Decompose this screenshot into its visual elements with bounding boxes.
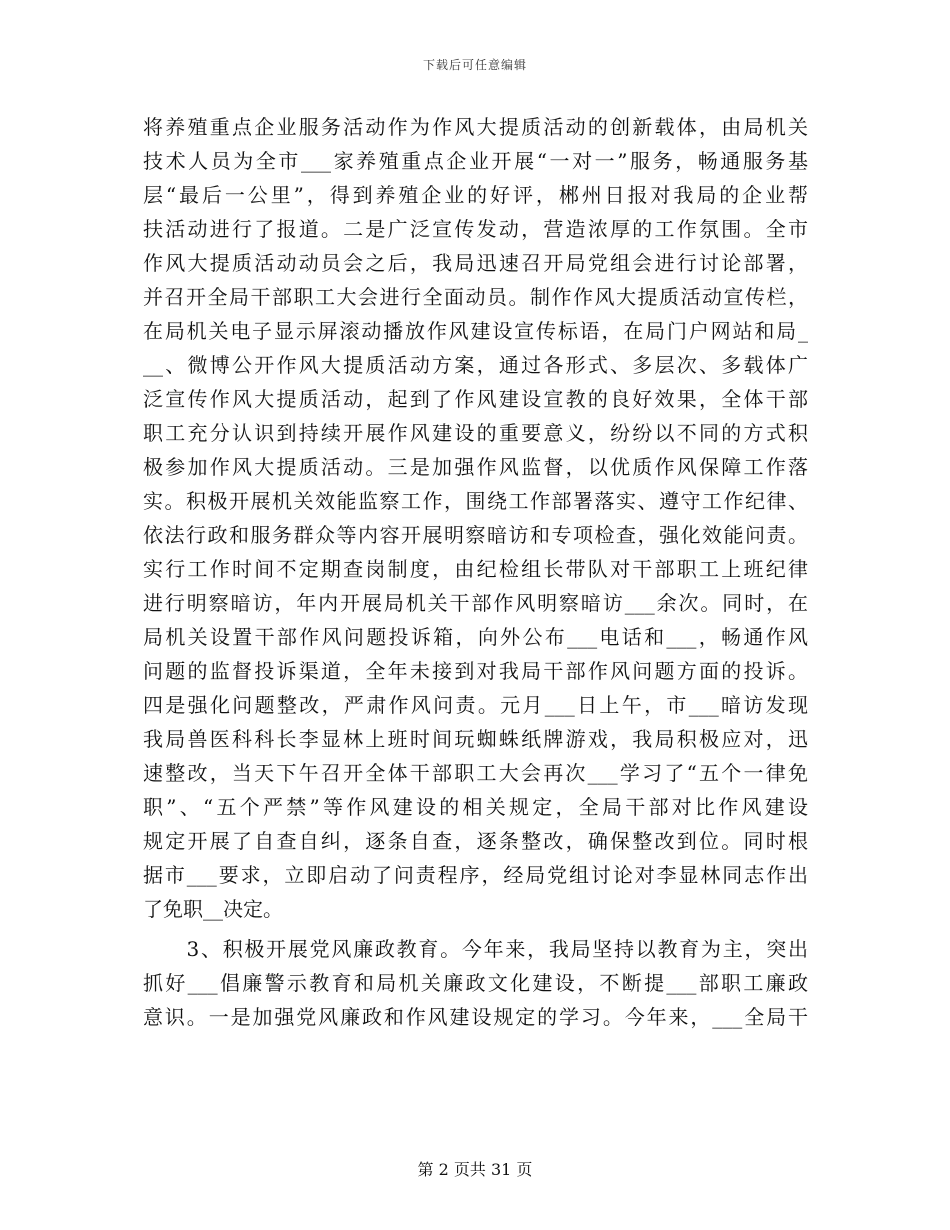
text-line: 实行工作时间不定期查岗制度，由纪检组长带队对干部职工上班纪律 — [143, 557, 808, 581]
text-line: 职工充分认识到持续开展作风建设的重要意义，纷纷以不同的方式积 — [143, 421, 808, 445]
text-line: 速整改，当天下午召开全体干部职工大会再次___学习了“五个一律免 — [143, 761, 808, 785]
paragraph-2 — [143, 932, 808, 1034]
text-line: 依法行政和服务群众等内容开展明察暗访和专项检查，强化效能问责。 — [143, 523, 808, 547]
text-line: 了免职__决定。 — [143, 897, 283, 921]
text-line: 据市___要求，立即启动了问责程序，经局党组讨论对李显林同志作出 — [143, 863, 808, 887]
text-line: 进行明察暗访，年内开展局机关干部作风明察暗访___余次。同时，在 — [143, 591, 808, 615]
text-line: 四是强化问题整改，严肃作风问责。元月___日上午，市___暗访发现 — [143, 693, 808, 717]
text-line: 我局兽医科科长李显林上班时间玩蜘蛛纸牌游戏，我局积极应对，迅 — [143, 727, 808, 751]
text-line: 作风大提质活动动员会之后，我局迅速召开局党组会进行讨论部署， — [143, 251, 808, 275]
text-line: 技术人员为全市___家养殖重点企业开展“一对一”服务，畅通服务基 — [143, 149, 808, 173]
text-line: 泛宣传作风大提质活动，起到了作风建设宣教的良好效果，全体干部 — [143, 387, 808, 411]
header-note: 下载后可任意编辑 — [422, 58, 527, 72]
text-line: 将养殖重点企业服务活动作为作风大提质活动的创新载体，由局机关 — [143, 115, 808, 139]
text-line: 3、积极开展党风廉政教育。今年来，我局坚持以教育为主，突出 — [143, 937, 808, 961]
text-line: 极参加作风大提质活动。三是加强作风监督，以优质作风保障工作落 — [143, 455, 808, 479]
text-line: 在局机关电子显示屏滚动播放作风建设宣传标语，在局门户网站和局_ — [143, 319, 808, 343]
page-number: 第 2 页共 31 页 — [417, 1160, 533, 1179]
text-line: 层“最后一公里”，得到养殖企业的好评，郴州日报对我局的企业帮 — [143, 183, 808, 207]
text-line: 规定开展了自查自纠，逐条自查，逐条整改，确保整改到位。同时根 — [143, 829, 808, 853]
text-line: 问题的监督投诉渠道，全年未接到对我局干部作风问题方面的投诉。 — [143, 659, 808, 683]
text-line: 抓好___倡廉警示教育和局机关廉政文化建设，不断提___部职工廉政 — [143, 971, 808, 995]
text-line: 职”、“五个严禁”等作风建设的相关规定，全局干部对比作风建设 — [143, 795, 808, 819]
text-line: 意识。一是加强党风廉政和作风建设规定的学习。今年来，___全局干 — [143, 1005, 808, 1029]
paragraph-1 — [143, 110, 808, 926]
text-line: 局机关设置干部作风问题投诉箱，向外公布___电话和___，畅通作风 — [143, 625, 808, 649]
text-line: __、微博公开作风大提质活动方案，通过各形式、多层次、多载体广 — [143, 353, 808, 377]
text-line: 扶活动进行了报道。二是广泛宣传发动，营造浓厚的工作氛围。全市 — [143, 217, 808, 241]
text-line: 实。积极开展机关效能监察工作，围绕工作部署落实、遵守工作纪律、 — [143, 489, 808, 513]
body-text — [143, 110, 808, 1034]
text-line: 并召开全局干部职工大会进行全面动员。制作作风大提质活动宣传栏， — [143, 285, 808, 309]
